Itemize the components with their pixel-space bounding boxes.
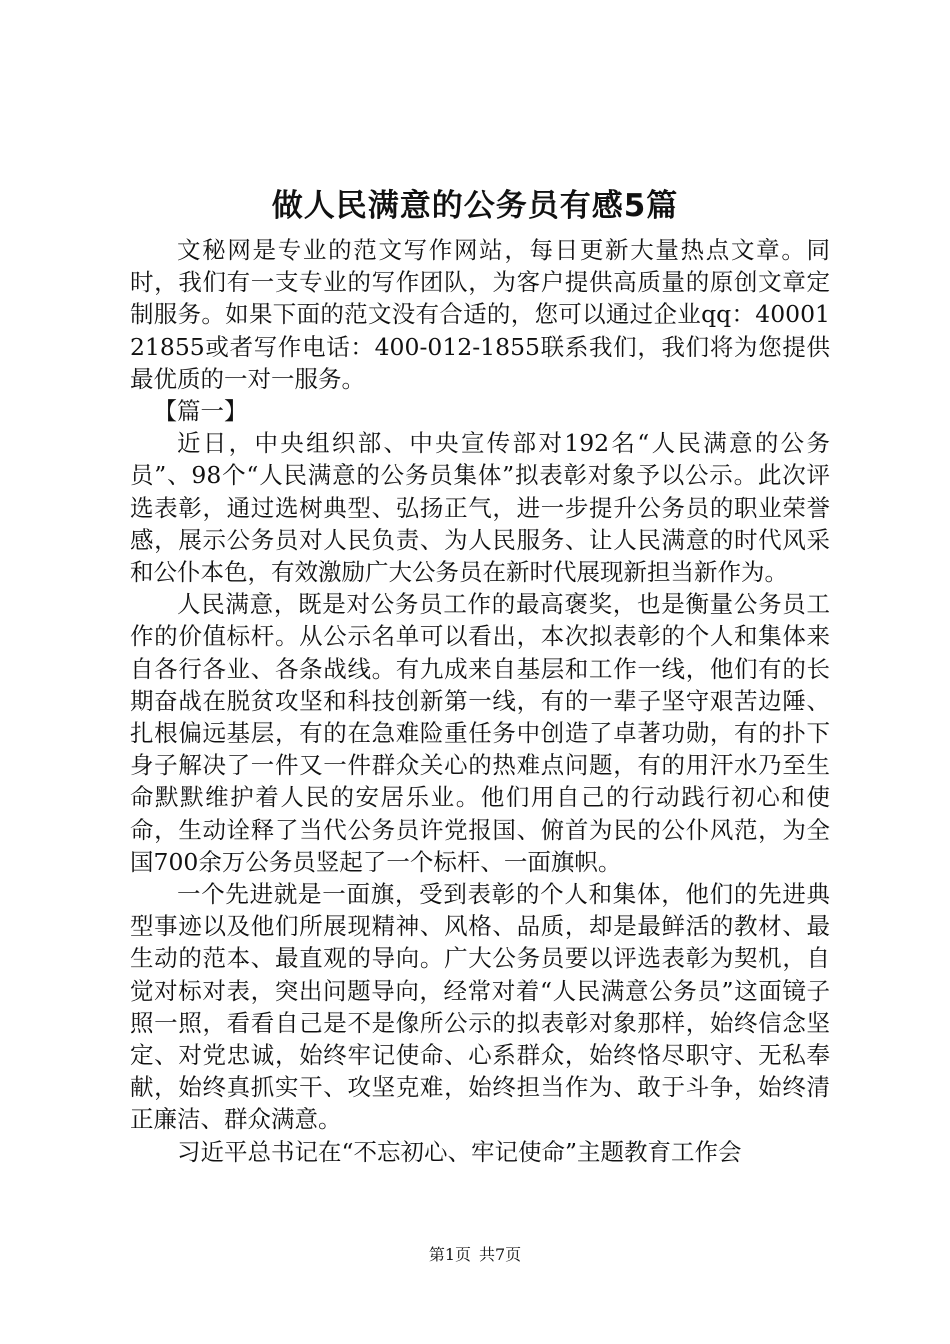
body-paragraph: 近日，中央组织部、中央宣传部对192名“人民满意的公务员”、98个“人民满意的公务员集体”拟表彰对象予以公示。此次评选表彰，通过选树典型、弘扬正气，进一步提升公务员的职业荣誉感，展示公务员对人民负责、为人民服务、让人民满意的时代风采和公仆本色，有效激励广大公务员在新时代展现新担当新作为。 <box>130 429 830 587</box>
page-number: 第1页 <box>428 1245 471 1264</box>
section-heading: 【篇一】 <box>153 397 248 426</box>
body-paragraph: 一个先进就是一面旗，受到表彰的个人和集体，他们的先进典型事迹以及他们所展现精神、风格、品质，却是最鲜活的教材、最生动的范本、最直观的导向。广大公务员要以评选表彰为契机，自觉对标对表，突出问题导向，经常对着“人民满意公务员”这面镜子照一照，看看自己是不是像所公示的拟表彰对象那样，始终信念坚定、对党忠诚，始终牢记使命、心系群众，始终恪尽职守、无私奉献，始终真抓实干、攻坚克难，始终担当作为、敢于斗争，始终清正廉洁、群众满意。 <box>130 880 830 1134</box>
document-title: 做人民满意的公务员有感5篇 <box>271 188 679 224</box>
page-footer <box>0 1243 950 1267</box>
body-paragraph: 人民满意，既是对公务员工作的最高褒奖，也是衡量公务员工作的价值标杆。从公示名单可以看出，本次拟表彰的个人和集体来自各行各业、各条战线。有九成来自基层和工作一线，他们有的长期奋战在脱贫攻坚和科技创新第一线，有的一辈子坚守艰苦边陲、扎根偏远基层，有的在急难险重任务中创造了卓著功勋，有的扑下身子解决了一件又一件群众关心的热难点问题，有的用汗水乃至生命默默维护着人民的安居乐业。他们用自己的行动践行初心和使命，生动诠释了当代公务员许党报国、俯首为民的公仆风范，为全国700余万公务员竖起了一个标杆、一面旗帜。 <box>130 590 830 876</box>
body-paragraph: 习近平总书记在“不忘初心、牢记使命”主题教育工作会 <box>177 1137 742 1166</box>
document-body <box>130 234 830 1168</box>
page-total: 共7页 <box>479 1245 522 1264</box>
intro-paragraph: 文秘网是专业的范文写作网站，每日更新大量热点文章。同时，我们有一支专业的写作团队，为客户提供高质量的原创文章定制服务。如果下面的范文没有合适的，您可以通过企业qq：4000121855或者写作电话：400-012-1855联系我们，我们将为您提供最优质的一对一服务。 <box>130 236 830 393</box>
